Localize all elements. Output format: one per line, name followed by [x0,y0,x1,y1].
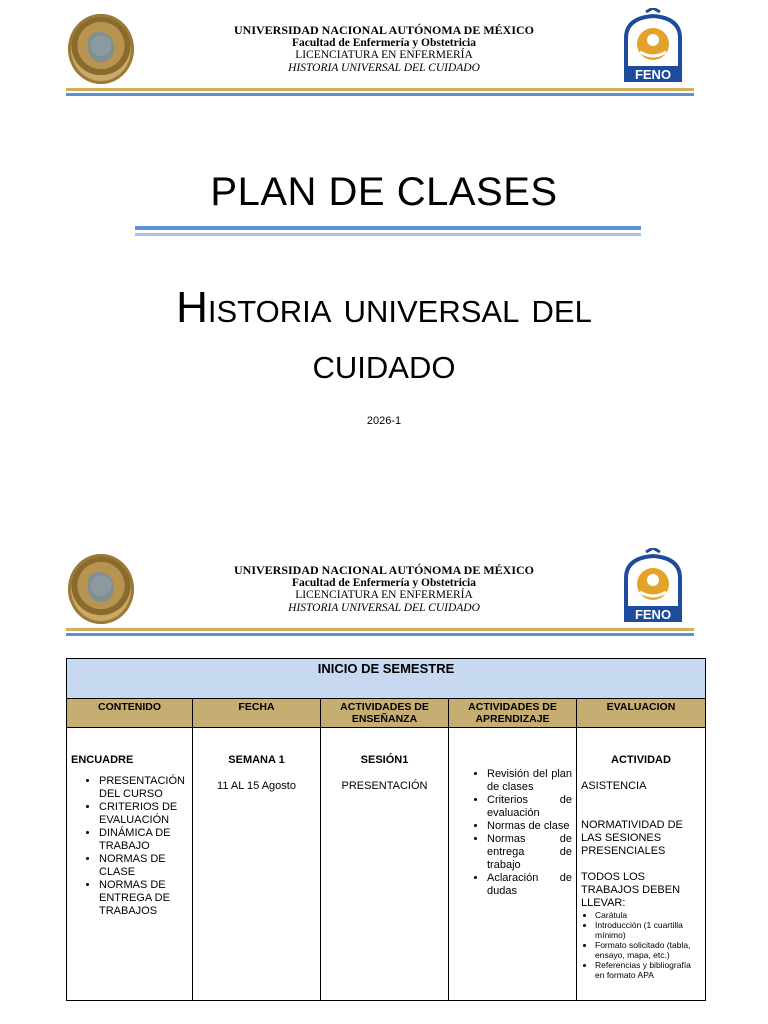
list-item: • DINÁMICA DE TRABAJO [99,827,188,853]
evaluacion-normatividad: NORMATIVIDAD DE LAS SESIONES PRESENCIALES [581,819,683,857]
cell-ensenanza [321,728,449,1000]
header-rule-blue [66,633,694,636]
feno-logo-text: FENO [634,67,672,82]
col-header-contenido: CONTENIDO [67,699,193,727]
evaluacion-trabajos: TODOS LOS TRABAJOS DEBEN LLEVAR: [581,871,681,909]
col-header-ensenanza: ACTIVIDADES DE ENSEÑANZA [321,699,449,727]
list-item: • Introducción (1 cuartilla mínimo) [595,920,701,940]
unam-seal-logo [68,14,134,84]
list-item: • Criterios de evaluación [487,794,572,820]
faculty-name: Facultad de Enfermería y Obstetricia [292,576,476,589]
subject-title [0,280,768,392]
aprendizaje-list [453,768,572,898]
subject-name: HISTORIA UNIVERSAL DEL CUIDADO [288,601,480,614]
ensenanza-title: SESIÓN1 [360,754,409,766]
header-text [180,24,588,74]
list-item: • Referencias y bibliografía en formato APA [595,960,701,980]
table-header-row [67,699,705,728]
subject-name: HISTORIA UNIVERSAL DEL CUIDADO [288,61,480,74]
list-item: • CRITERIOS DE EVALUACIÓN [99,801,188,827]
header-rule-gold [66,628,694,631]
ensenanza-value: PRESENTACIÓN [341,780,428,792]
program-name: LICENCIATURA EN ENFERMERÍA [295,49,473,61]
header-text [180,564,588,614]
col-header-fecha: FECHA [193,699,321,727]
feno-logo [620,548,686,624]
header-rule-blue [66,93,694,96]
list-item: • Carátula [595,910,701,920]
list-item: • NORMAS DE ENTREGA DE TRABAJOS [99,879,188,918]
evaluacion-list-wrap [581,910,701,980]
page-header-2 [0,548,768,638]
title-rule [135,226,641,230]
cell-fecha [193,728,321,1000]
table-row [67,728,705,1000]
subject-title-line1: Historia universal del [176,283,592,332]
fecha-value: 11 AL 15 Agosto [217,780,296,792]
fecha-title: SEMANA 1 [228,754,285,766]
unam-seal-logo [68,554,134,624]
cell-aprendizaje [449,728,577,1000]
faculty-name: Facultad de Enfermería y Obstetricia [292,36,476,49]
evaluacion-list [581,910,701,980]
list-item: • Revisión del plan de clases [487,768,572,794]
header-rule-gold [66,88,694,91]
page-header [0,8,768,98]
list-item: • Normas de clase [487,820,572,833]
subject-title-line2: cuidado [312,339,456,388]
contenido-title: ENCUADRE [71,754,134,766]
schedule-table [66,658,706,1001]
list-item: • PRESENTACIÓN DEL CURSO [99,775,188,801]
list-item: • Normas de entrega de trabajo [487,833,572,872]
contenido-list [71,775,188,918]
cell-evaluacion [577,728,705,1000]
plan-title: PLAN DE CLASES [210,170,558,214]
list-item: • Aclaración de dudas [487,872,572,898]
col-header-aprendizaje: ACTIVIDADES DE APRENDIZAJE [449,699,577,727]
feno-logo-text: FENO [634,607,672,622]
university-name: UNIVERSIDAD NACIONAL AUTÓNOMA DE MÉXICO [233,563,535,577]
cell-contenido [67,728,193,1000]
evaluacion-title: ACTIVIDAD [611,754,671,766]
col-header-evaluacion: EVALUACION [606,701,676,713]
program-name: LICENCIATURA EN ENFERMERÍA [295,589,473,601]
title-rule-light [135,233,641,236]
university-name: UNIVERSIDAD NACIONAL AUTÓNOMA DE MÉXICO [233,23,535,37]
evaluacion-asistencia: ASISTENCIA [581,780,647,792]
feno-logo [620,8,686,84]
table-banner: INICIO DE SEMESTRE [67,659,705,699]
list-item: • Formato solicitado (tabla, ensayo, mapa, etc.) [595,940,701,960]
term-label: 2026-1 [366,415,402,427]
list-item: • NORMAS DE CLASE [99,853,188,879]
